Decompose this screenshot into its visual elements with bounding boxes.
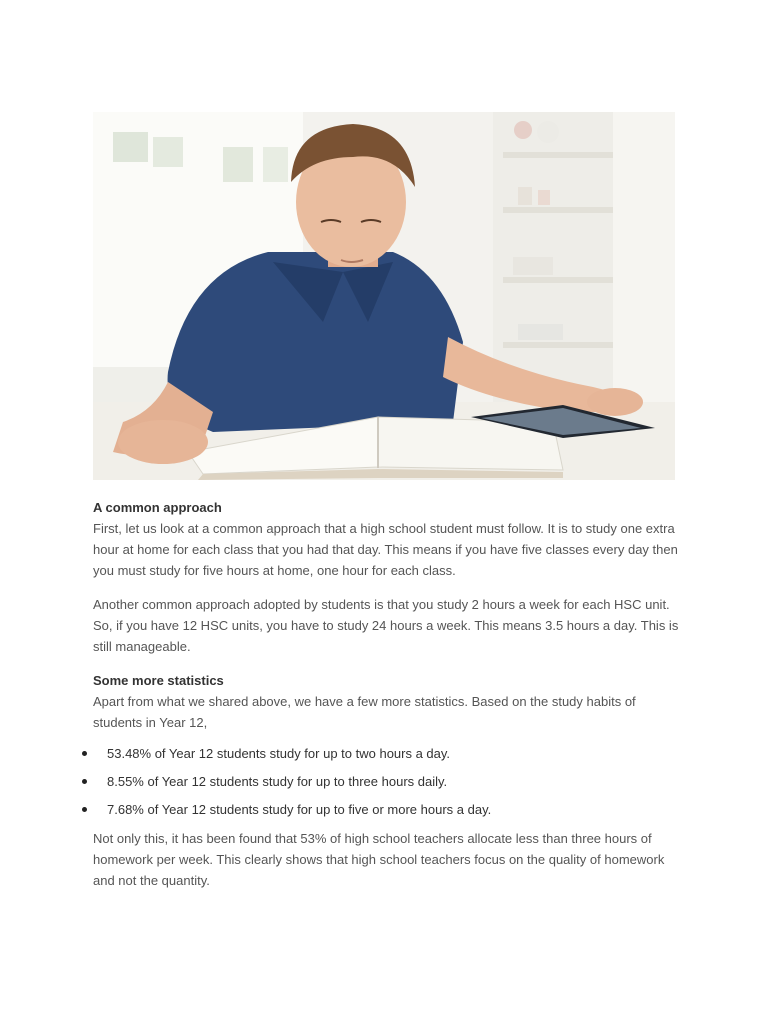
list-item [82,771,683,792]
list-item [82,743,683,764]
bullet-icon [82,779,87,784]
photo-illustration [93,112,675,480]
paragraph-hsc-units: Another common approach adopted by students is that you study 2 hours a week for each HSC unit. So, if you have 12 HSC units, you have to study 24 hours a week. This means 3.5 hours a day. This is still manageable. [93,597,679,654]
student-reading-photo [93,112,675,480]
list-item-text: 7.68% of Year 12 students study for up to five or more hours a day. [107,802,492,817]
bullet-icon [82,807,87,812]
paragraph-closing: Not only this, it has been found that 53% of high school teachers allocate less than three hours of homework per week. This clearly shows that high school teachers focus on the quality of homework and not the quantity. [93,831,665,888]
section-heading-statistics: Some more statistics [93,673,224,688]
statistics-list [82,743,683,820]
paragraph-common-approach: First, let us look at a common approach that a high school student must follow. It is to study one extra hour at home for each class that you had that day. This means if you have five classes every day then you must study for five hours at home, one hour for each class. [93,521,678,578]
list-item [82,799,683,820]
bullet-icon [82,751,87,756]
section-heading-common-approach: A common approach [93,500,222,515]
list-item-text: 53.48% of Year 12 students study for up to two hours a day. [107,746,451,761]
article-content [93,497,683,891]
paragraph-statistics-intro: Apart from what we shared above, we have a few more statistics. Based on the study habits of students in Year 12, [93,694,636,730]
list-item-text: 8.55% of Year 12 students study for up to three hours daily. [107,774,448,789]
